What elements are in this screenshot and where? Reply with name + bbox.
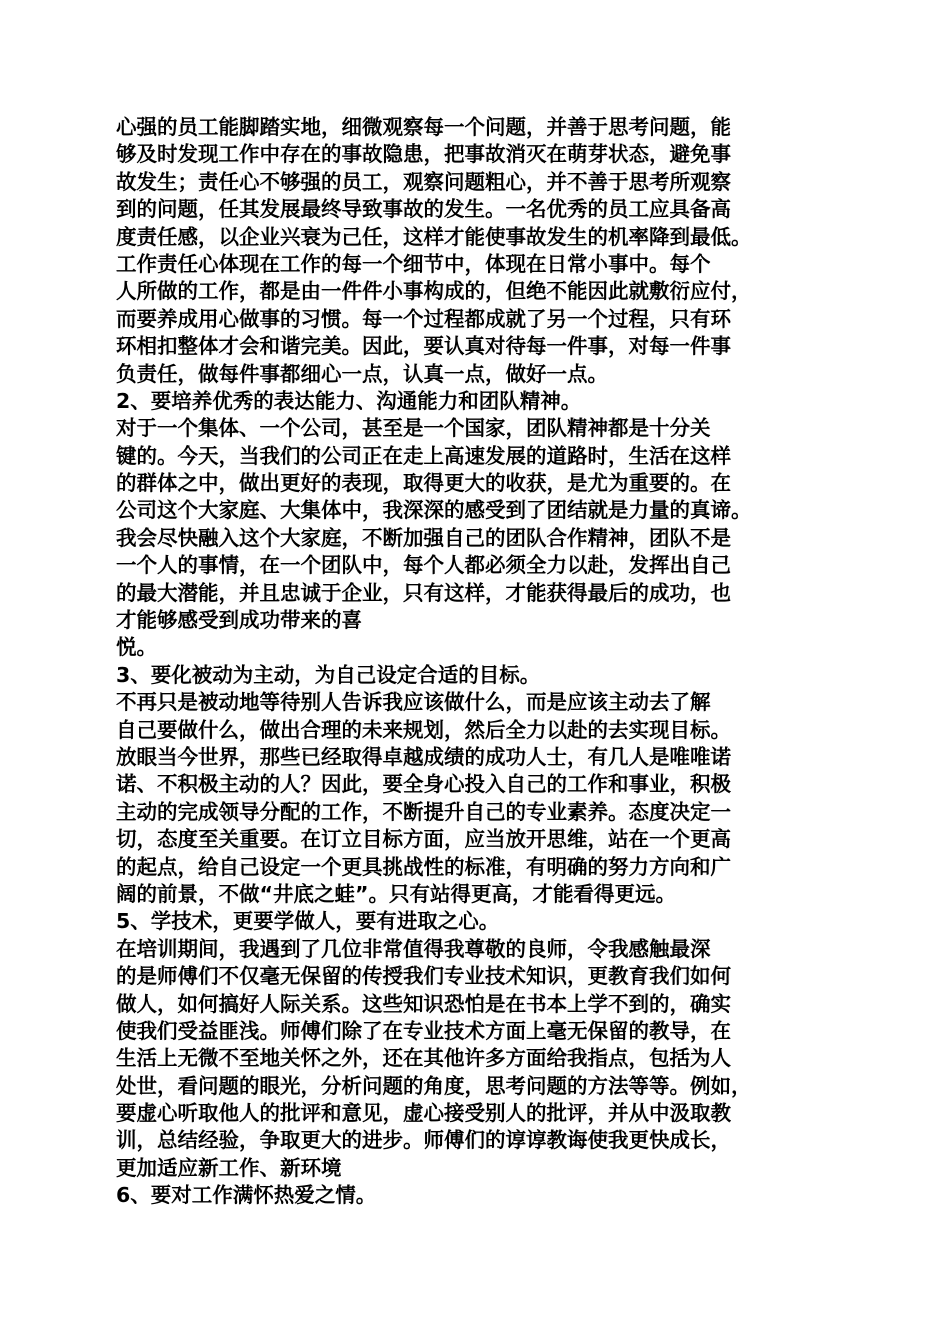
text-line: 放眼当今世界，那些已经取得卓越成绩的成功人士，有几人是唯唯诺: [116, 744, 731, 769]
text-line: 生活上无微不至地关怀之外，还在其他许多方面给我指点，包括为人: [116, 1046, 731, 1071]
text-line: 主动的完成领导分配的工作，不断提升自己的专业素养。态度决定一: [116, 799, 731, 824]
text-line: 心强的员工能脚踏实地，细微观察每一个问题，并善于思考问题，能: [116, 115, 731, 139]
body-text: [116, 114, 846, 1210]
text-line: 度责任感，以企业兴衰为己任，这样才能使事故发生的机率降到最低。: [116, 224, 752, 249]
text-line: 才能够感受到成功带来的喜: [116, 608, 362, 633]
text-line: 3、要化被动为主动，为自己设定合适的目标。: [116, 662, 541, 687]
text-line: 的最大潜能，并且忠诚于企业，只有这样，才能获得最后的成功，也: [116, 580, 731, 605]
text-line: 公司这个大家庭、大集体中，我深深的感受到了团结就是力量的真谛。: [116, 498, 752, 523]
text-line: 工作责任心体现在工作的每一个细节中，体现在日常小事中。每个: [116, 251, 711, 276]
text-line: 自己要做什么，做出合理的未来规划，然后全力以赴的去实现目标。: [116, 717, 731, 742]
text-line: 人所做的工作，都是由一件件小事构成的，但绝不能因此就敷衍应付，: [116, 279, 752, 304]
text-line: 训，总结经验，争取更大的进步。师傅们的谆谆教诲使我更快成长，: [116, 1128, 731, 1153]
text-line: 对于一个集体、一个公司，甚至是一个国家，团队精神都是十分关: [116, 416, 711, 441]
text-line: 6、要对工作满怀热爱之情。: [116, 1183, 377, 1208]
text-line: 故发生；责任心不够强的员工，观察问题粗心，并不善于思考所观察: [116, 169, 731, 194]
text-line: 处世，看问题的眼光，分析问题的角度，思考问题的方法等等。例如，: [116, 1073, 752, 1098]
text-line: 使我们受益匪浅。师傅们除了在专业技术方面上毫无保留的教导，在: [116, 1018, 731, 1043]
text-line: 悦。: [116, 635, 157, 660]
text-line: 负责任，做每件事都细心一点，认真一点，做好一点。: [116, 361, 608, 386]
text-line: 环相扣整体才会和谐完美。因此，要认真对待每一件事，对每一件事: [116, 334, 731, 359]
text-line: 切，态度至关重要。在订立目标方面，应当放开思维，站在一个更高: [116, 827, 731, 852]
text-line: 而要养成用心做事的习惯。每一个过程都成就了另一个过程，只有环: [116, 306, 731, 331]
text-line: 的群体之中，做出更好的表现，取得更大的收获，是尤为重要的。在: [116, 471, 731, 496]
text-line: 要虚心听取他人的批评和意见，虚心接受别人的批评，并从中汲取教: [116, 1101, 731, 1126]
text-line: 阔的前景，不做“井底之蛙”。只有站得更高，才能看得更远。: [116, 881, 676, 906]
text-line: 在培训期间，我遇到了几位非常值得我尊敬的良师，令我感触最深: [116, 936, 711, 961]
text-line: 的起点，给自己设定一个更具挑战性的标准，有明确的努力方向和广: [116, 854, 731, 879]
text-line: 做人，如何搞好人际关系。这些知识恐怕是在书本上学不到的，确实: [116, 991, 731, 1016]
text-line: 更加适应新工作、新环境: [116, 1155, 342, 1180]
text-line: 到的问题，任其发展最终导致事故的发生。一名优秀的员工应具备高: [116, 197, 731, 222]
text-line: 我会尽快融入这个大家庭，不断加强自己的团队合作精神，团队不是: [116, 525, 731, 550]
text-line: 够及时发现工作中存在的事故隐患，把事故消灭在萌芽状态，避免事: [116, 142, 731, 167]
text-line: 键的。今天，当我们的公司正在走上高速发展的道路时，生活在这样: [116, 443, 731, 468]
text-line: 诺、不积极主动的人？因此，要全身心投入自己的工作和事业，积极: [116, 772, 731, 797]
text-line: 一个人的事情，在一个团队中，每个人都必须全力以赴，发挥出自己: [116, 553, 731, 578]
text-line: 不再只是被动地等待别人告诉我应该做什么，而是应该主动去了解: [116, 690, 711, 715]
text-line: 2、要培养优秀的表达能力、沟通能力和团队精神。: [116, 388, 582, 413]
text-line: 的是师傅们不仅毫无保留的传授我们专业技术知识，更教育我们如何: [116, 964, 731, 989]
text-line: 5、学技术，更要学做人，要有进取之心。: [116, 909, 500, 934]
